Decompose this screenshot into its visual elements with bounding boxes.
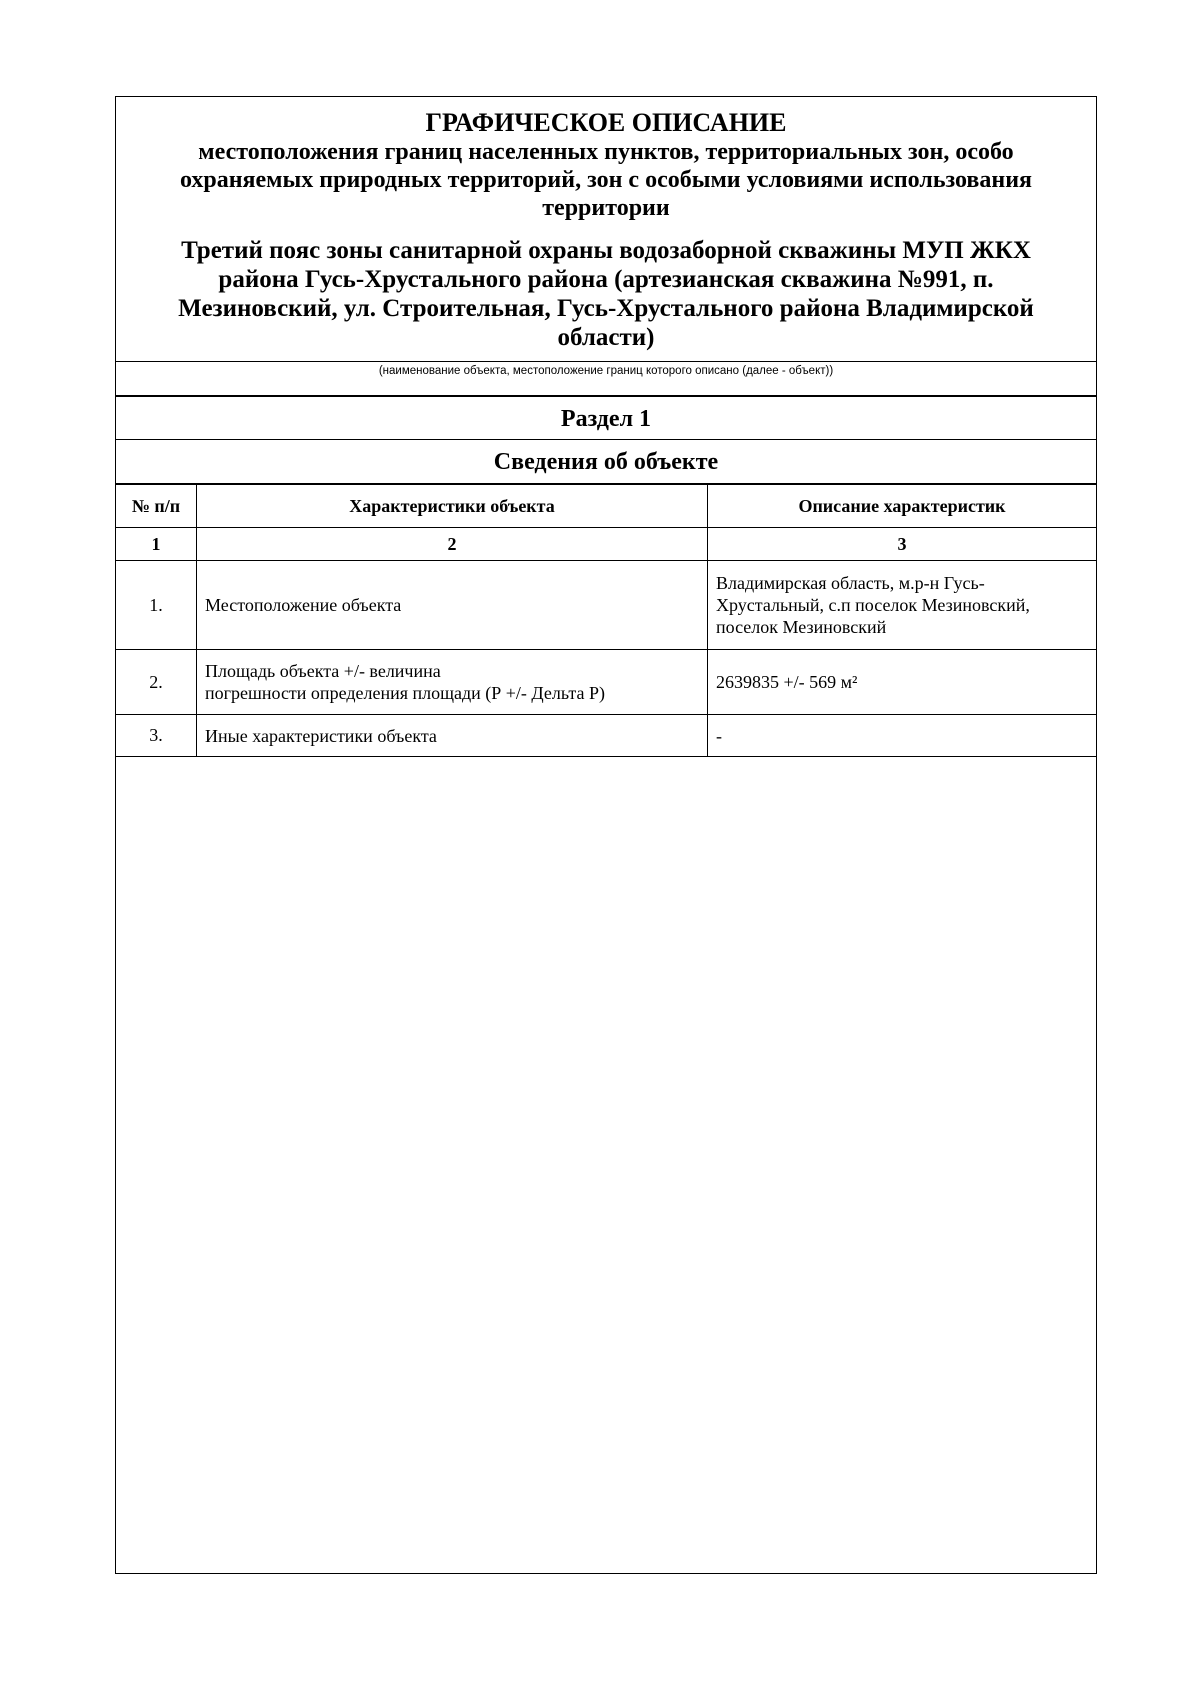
characteristic-line: Местоположение объекта <box>205 595 402 615</box>
section-number: Раздел 1 <box>116 396 1096 440</box>
row-number: 2. <box>116 650 197 715</box>
object-name-line: Третий пояс зоны санитарной охраны водозаборной скважины МУП ЖКХ <box>181 237 1031 264</box>
object-caption: (наименование объекта, местоположение границ которого описано (далее - объект)) <box>116 362 1096 396</box>
column-number: 1 <box>116 528 197 561</box>
object-name-line: области) <box>557 324 655 351</box>
column-number: 3 <box>708 528 1097 561</box>
subtitle-line: местоположения границ населенных пунктов, территориальных зон, особо <box>198 139 1014 165</box>
row-characteristic <box>197 561 708 650</box>
object-name-line: Мезиновский, ул. Строительная, Гусь-Хрустального района Владимирской <box>178 295 1034 322</box>
description-line: - <box>716 725 722 746</box>
row-characteristic <box>197 715 708 757</box>
row-characteristic <box>197 650 708 715</box>
object-name-line: района Гусь-Хрустального района (артезианская скважина №991, п. <box>218 266 994 293</box>
header-cell-number: № п/п <box>116 485 197 528</box>
characteristic-line: Площадь объекта +/- величина <box>205 661 441 681</box>
subtitle-line: охраняемых природных территорий, зон с особыми условиями использования <box>179 167 1033 193</box>
row-description <box>708 715 1097 757</box>
document-title: ГРАФИЧЕСКОЕ ОПИСАНИЕ <box>425 108 787 137</box>
description-line: 2639835 +/- 569 м² <box>716 672 858 692</box>
description-line: Владимирская область, м.р-н Гусь- <box>716 573 985 593</box>
table-row <box>116 561 1096 650</box>
title-block <box>116 97 1096 362</box>
table-header-row <box>116 485 1096 528</box>
column-number: 2 <box>197 528 708 561</box>
characteristic-line: Иные характеристики объекта <box>205 725 437 746</box>
characteristic-line: погрешности определения площади (Р +/- Дельта Р) <box>205 683 605 703</box>
object-name <box>116 236 1096 352</box>
description-line: поселок Мезиновский <box>716 617 887 637</box>
table-row <box>116 650 1096 715</box>
row-description <box>708 561 1097 650</box>
section-name: Сведения об объекте <box>116 440 1096 484</box>
row-description <box>708 650 1097 715</box>
subtitle-line: территории <box>542 195 670 221</box>
document-subtitle <box>116 138 1096 222</box>
table-row <box>116 715 1096 757</box>
header-cell-characteristic: Характеристики объекта <box>197 485 708 528</box>
column-number-row <box>116 528 1096 561</box>
row-number: 1. <box>116 561 197 650</box>
row-number: 3. <box>116 715 197 757</box>
header-cell-description: Описание характеристик <box>708 485 1097 528</box>
object-info-table <box>116 484 1096 757</box>
description-line: Хрустальный, с.п поселок Мезиновский, <box>716 595 1030 615</box>
document-frame <box>115 96 1097 1574</box>
